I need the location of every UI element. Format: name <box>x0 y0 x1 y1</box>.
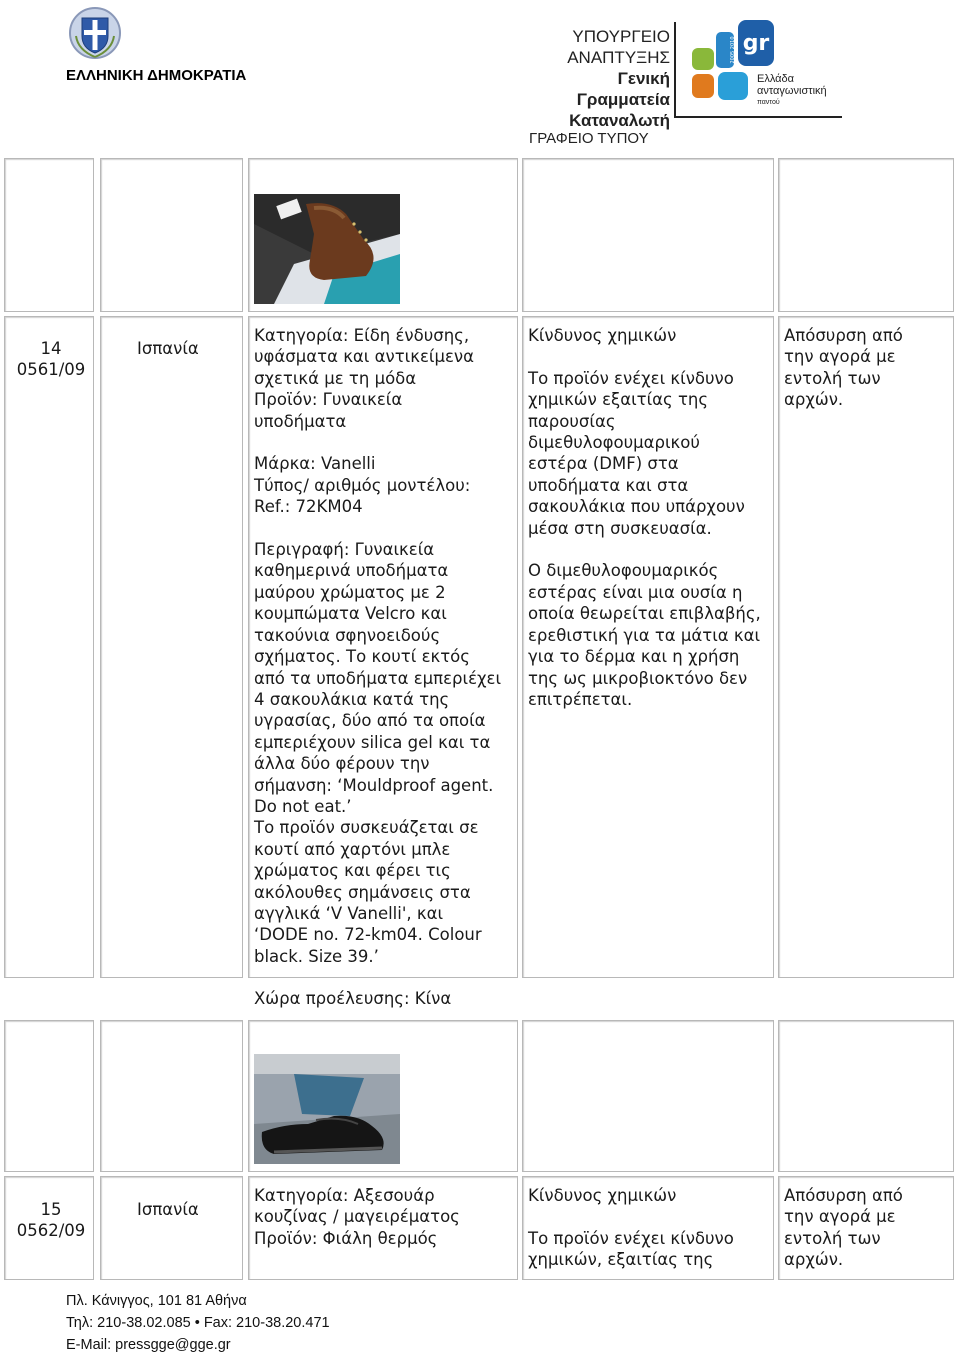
logo-caption-line: ανταγωνιστική <box>757 85 827 97</box>
table-cell <box>778 1020 954 1172</box>
table-cell <box>4 316 94 978</box>
ministry-line: ΑΝΑΠΤΥΞΗΣ <box>567 48 670 67</box>
table-cell <box>778 158 954 312</box>
product-photo-shoes <box>254 1054 400 1164</box>
footer-contact <box>66 1290 330 1356</box>
ministry-line: Καταναλωτή <box>569 111 670 130</box>
ministry-line: ΥΠΟΥΡΓΕΙΟ <box>572 27 670 46</box>
footer-phone: Τηλ: 210-38.02.085 • Fax: 210-38.20.471 <box>66 1315 330 1331</box>
table-cell <box>522 1020 774 1172</box>
country: Ισπανία <box>137 339 199 358</box>
table-cell <box>778 316 954 978</box>
logo-mark: gr <box>742 31 770 56</box>
ministry-line: Γενική Γραμματεία <box>576 69 670 109</box>
ministry-title <box>520 26 670 131</box>
footer-address: Πλ. Κάνιγγος, 101 81 Αθήνα <box>66 1293 247 1309</box>
notification-id: 14 0561/09 <box>16 339 86 380</box>
logo-caption-line: παντού <box>757 99 780 106</box>
country-of-origin: Χώρα προέλευσης: Κίνα <box>254 989 452 1008</box>
table-cell <box>100 1020 243 1172</box>
risk-description: Κίνδυνος χημικών Το προϊόν ενέχει κίνδυνο χημικών εξαιτίας της παρουσίας διμεθυλοφουμαρικού εστέρα (DMF) στα υποδήματα και στα σακουλάκια που υπάρχουν μέσα στη συσκευασία. Ο διμεθυλοφουμαρικός εστέρας είναι μια ουσία η οποία θεωρείται επιβλαβής, ερεθιστική για τα μάτια και για το δέρμα και η χρήση της ως μικροβιοκτόνο δεν επιτρέπεται. <box>528 326 761 709</box>
header-divider-vertical <box>674 22 676 118</box>
product-photo-boots <box>254 194 400 304</box>
product-description: Κατηγορία: Αξεσουάρ κουζίνας / μαγειρέματος Προϊόν: Φιάλη θερμός <box>254 1186 460 1248</box>
measures-taken: Απόσυρση από την αγορά με εντολή των αρχών. <box>784 326 903 410</box>
logo-caption-line: Ελλάδα <box>757 73 795 85</box>
product-description: Κατηγορία: Είδη ένδυσης, υφάσματα και αντικείμενα σχετικά με τη μόδα Προϊόν: Γυναικεία υποδήματα Μάρκα: Vanelli Τύπος/ αριθμός μοντέλου: Ref.: 72KM04 Περιγραφή: Γυναικεία καθημερινά υποδήματα μαύρου χρώματος με 2 κουμπώματα Velcro και τακούνια σφηνοειδούς σχήματος. Το κουτί εκτός από τα υποδήματα εμπεριέχει 4 σακουλάκια κατά της υγρασίας, δύο από τα οποία εμπεριέχουν silica gel και τα άλλα δύο φέρουν την σήμανση: ‘Mouldproof agent. Do not eat.’ Το προϊόν συσκευάζεται σε κουτί από χαρτόνι μπλε χρώματος και φέρει τις ακόλουθες σημάνσεις στα αγγλικά ‘V Vanelli', και ‘DODE no. 72-km04. Colour black. Size 39.’ <box>254 326 502 966</box>
table-cell <box>4 1020 94 1172</box>
republic-name: ΕΛΛΗΝΙΚΗ ΔΗΜΟΚΡΑΤΙΑ <box>66 67 247 84</box>
footer-email[interactable]: E-Mail: pressgge@gge.gr <box>66 1337 231 1353</box>
measures-taken: Απόσυρση από την αγορά με εντολή των αρχών. <box>784 1186 903 1270</box>
press-office-label: ΓΡΑΦΕΙΟ ΤΥΠΟΥ <box>529 130 649 147</box>
table-cell <box>522 158 774 312</box>
country: Ισπανία <box>137 1200 199 1219</box>
logo-years: 2005 2010 <box>730 36 736 64</box>
greek-coat-of-arms-icon <box>68 6 122 60</box>
table-cell <box>100 158 243 312</box>
table-cell <box>100 1176 243 1280</box>
notification-id: 15 0562/09 <box>16 1200 86 1241</box>
table-cell <box>100 316 243 978</box>
header-divider-horizontal <box>676 116 842 118</box>
logo-caption <box>757 73 827 109</box>
table-cell <box>4 158 94 312</box>
risk-description: Κίνδυνος χημικών Το προϊόν ενέχει κίνδυνο χημικών, εξαιτίας της <box>528 1186 734 1270</box>
